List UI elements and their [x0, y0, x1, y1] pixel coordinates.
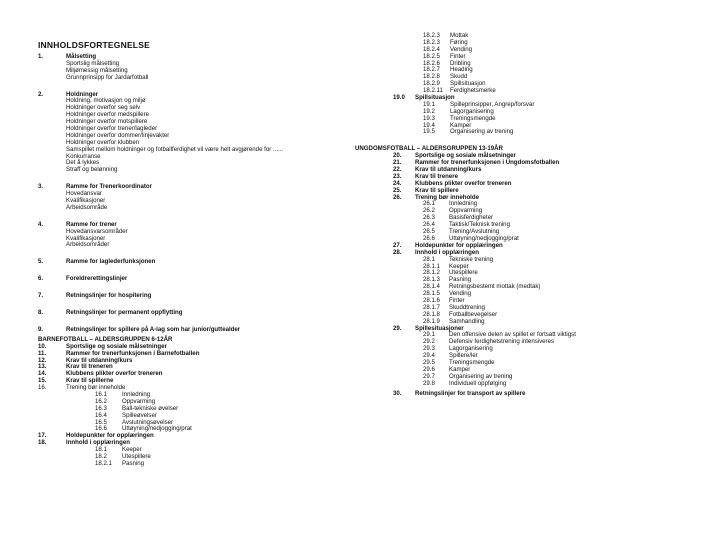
toc-entry [355, 270, 685, 277]
toc-entry [355, 391, 685, 398]
toc-left-column [38, 54, 368, 468]
toc-entry [355, 188, 685, 195]
toc-entry-title: Krav til spillerne [66, 377, 114, 385]
toc-entry [38, 420, 368, 427]
toc-entry-number: 29.5 [423, 358, 435, 366]
toc-entry-title: Innledning [122, 390, 151, 398]
toc-entry-number: 26.3 [423, 214, 435, 222]
toc-entry-title: Sportslig målsetting [66, 59, 120, 67]
toc-entry [355, 339, 685, 346]
toc-entry [355, 208, 685, 215]
toc-right-column [355, 33, 685, 397]
toc-entry-number: 21. [393, 159, 402, 167]
toc-entry-title: Holdepunkter for opplæringen [66, 432, 154, 440]
toc-entry-number: 18.2.3 [423, 32, 440, 39]
toc-entry-title: Utespillere [122, 452, 151, 460]
toc-entry [355, 284, 685, 291]
toc-entry-title: Spillere/ler [449, 352, 478, 360]
toc-entry [355, 174, 685, 181]
toc-entry-title: Retningslinjer for hospitering [66, 292, 152, 300]
toc-entry-title: Mottak [450, 32, 469, 39]
toc-entry [38, 461, 368, 468]
toc-entry-title: Pasning [449, 276, 472, 284]
toc-entry-number: 16.4 [95, 411, 107, 419]
toc-entry-title: Retningsbestemt mottak (medtak) [449, 283, 541, 291]
toc-entry [355, 305, 685, 312]
toc-entry [355, 353, 685, 360]
toc-entry-title: Trening bør inneholde [415, 193, 479, 201]
toc-entry-number: 26.5 [423, 228, 435, 236]
toc-entry-title: Hovedansvar [66, 190, 102, 198]
toc-entry [355, 229, 685, 236]
toc-entry-number: 29.7 [423, 372, 435, 380]
toc-entry-title: Uttøyning/nedjogging/prat [449, 234, 519, 242]
toc-entry-number: 29.8 [423, 379, 435, 387]
toc-entry-title: Holdepunkter for opplæringen [415, 241, 503, 249]
toc-entry-title: Konkurranse [66, 152, 101, 160]
toc-entry-number: 28.1.2 [423, 269, 440, 277]
toc-entry-number: 16.5 [95, 418, 107, 426]
toc-title: INNHOLDSFORTEGNELSE [38, 40, 150, 50]
toc-entry-title: Krav til utdanning/kurs [66, 356, 133, 364]
toc-entry-title: Oppvarming [449, 207, 483, 215]
toc-entry-number: 28.1.1 [423, 262, 440, 270]
toc-entry-title: Ramme for trener [66, 220, 117, 228]
toc-entry [38, 406, 368, 413]
toc-entry-title: Utespillere [449, 269, 478, 277]
toc-entry [355, 129, 685, 136]
toc-entry-number: 29. [393, 324, 402, 332]
toc-entry-number: 28.1.5 [423, 290, 440, 298]
toc-entry [355, 250, 685, 257]
toc-entry-number: 20. [393, 152, 402, 160]
toc-entry-number: 22. [393, 166, 402, 174]
toc-entry-number: 19.2 [423, 107, 435, 115]
toc-entry-title: Kamper [449, 365, 471, 373]
toc-entry [38, 454, 368, 461]
toc-entry-title: Føring [450, 38, 468, 46]
toc-entry [38, 399, 368, 406]
toc-entry [355, 116, 685, 123]
toc-entry-title: Vending [449, 290, 472, 298]
toc-entry-title: Treningsmengde [450, 114, 496, 122]
toc-entry-title: Holdninger overfor medspillere [66, 111, 149, 119]
toc-entry-number: 19.5 [423, 128, 435, 136]
toc-entry-number: 28.1.7 [423, 303, 440, 311]
toc-entry-number: 16.2 [95, 397, 107, 405]
toc-entry-title: Trening/Avslutning [449, 228, 500, 236]
toc-entry-title: Taktisk/Teknisk trening [449, 221, 510, 229]
toc-entry-number: 29.2 [423, 338, 435, 346]
toc-entry-title: Treningsmengde [449, 358, 495, 366]
toc-entry [355, 257, 685, 264]
toc-entry-title: Innhold i opplæringen [66, 439, 130, 447]
toc-entry-title: Ball-tekniske øvelser [122, 404, 179, 412]
toc-entry-title: Miljømessig målsetting [66, 66, 128, 74]
toc-entry-title: Lagorganisering [450, 107, 494, 115]
toc-entry-number: 2. [38, 90, 44, 98]
toc-entry-title: Innledning [449, 200, 478, 208]
toc-entry [38, 413, 368, 420]
toc-entry-number: 4. [38, 220, 44, 228]
toc-entry-number: 16.6 [95, 425, 107, 433]
toc-entry [355, 381, 685, 388]
toc-entry-number: 28.1.9 [423, 317, 440, 325]
toc-entry [38, 392, 368, 399]
toc-entry [355, 360, 685, 367]
toc-entry-number: 1. [38, 53, 44, 60]
toc-entry-title: Krav til spillere [415, 186, 459, 194]
toc-entry-title: Organisering av trening [450, 128, 514, 136]
toc-entry-number: 26.2 [423, 207, 435, 215]
toc-entry [38, 167, 368, 174]
toc-entry-title: Defensiv ferdighetstrening intensiveres [449, 338, 555, 346]
toc-entry [355, 33, 685, 40]
toc-entry-number: 18. [38, 439, 47, 447]
toc-entry-number: 26.6 [423, 234, 435, 242]
toc-entry [38, 385, 368, 392]
toc-entry-title: Holdninger [66, 90, 99, 98]
toc-entry-number: 13. [38, 363, 47, 371]
toc-entry-number: 24. [393, 179, 402, 187]
toc-entry-number: 14. [38, 370, 47, 378]
toc-entry-title: Keeper [449, 262, 469, 270]
toc-entry-number: 27. [393, 241, 402, 249]
toc-entry-number: 17. [38, 432, 47, 440]
toc-entry-number: 18.2.7 [423, 66, 440, 74]
toc-entry-number: 3. [38, 183, 44, 191]
toc-entry [355, 291, 685, 298]
toc-entry [355, 109, 685, 116]
toc-entry-title: Hovedansvarsområder [66, 227, 128, 235]
toc-entry-title: Grunnprinsipp for Jardarfotball [66, 73, 149, 81]
toc-entry-title: Retningslinjer for transport av spillere [415, 389, 526, 397]
toc-entry [355, 215, 685, 222]
toc-entry [355, 146, 685, 153]
toc-entry-title: Kamper [450, 121, 472, 129]
toc-entry-number: 29.3 [423, 345, 435, 353]
toc-entry-number: 18.2.5 [423, 52, 440, 60]
toc-entry-title: Kvalifikasjoner [66, 234, 106, 242]
toc-entry-number: 16.3 [95, 404, 107, 412]
toc-entry-number: 28.1.3 [423, 276, 440, 284]
toc-entry [38, 310, 368, 317]
toc-entry-title: Organisering av trening [449, 372, 513, 380]
toc-entry-title: Retningslinjer for permanent oppflytting [66, 309, 183, 317]
toc-entry [355, 374, 685, 381]
toc-entry [38, 447, 368, 454]
toc-entry [355, 167, 685, 174]
toc-entry-number: 18.2.4 [423, 45, 440, 53]
toc-entry-title: Innhold i opplæringen [415, 248, 479, 256]
toc-entry-title: Rammer for trenerfunksjonen i Ungdomsfotballen [415, 159, 560, 167]
toc-entry-title: Pasning [122, 459, 145, 467]
toc-entry-title: Holdninger overfor seg selv [66, 104, 141, 112]
toc-entry-number: 29.6 [423, 365, 435, 373]
toc-entry-number: 26.4 [423, 221, 435, 229]
toc-entry-title: Keeper [122, 446, 142, 454]
toc-entry-number: 28. [393, 248, 402, 256]
toc-entry-title: Foreldrerettingslinjer [66, 275, 128, 283]
toc-entry-number: 11. [38, 349, 47, 357]
toc-entry-title: Holdninger overfor motspillere [66, 118, 148, 126]
toc-entry-number: 18.2.8 [423, 73, 440, 81]
toc-entry-title: Dribling [450, 59, 471, 67]
toc-entry-title: Krav til trenere [415, 172, 459, 180]
toc-entry-title: Spilleprinsipper, Angrep/forsvar [450, 100, 535, 108]
toc-entry-title: Vending [450, 45, 473, 53]
toc-entry-number: 28.1 [423, 255, 435, 263]
toc-entry-number: 18.2.1 [95, 459, 112, 467]
toc-entry-title: Den offensive delen av spillet er fortsatt viktigst [449, 331, 576, 339]
toc-entry-number: 18.2.9 [423, 80, 440, 88]
toc-entry [355, 102, 685, 109]
toc-entry-number: 7. [38, 292, 44, 300]
toc-entry-title: Finter [449, 296, 465, 304]
toc-entry-title: Samhandling [449, 317, 485, 325]
toc-entry-title: Sportslige og sosiale målsetninger [66, 342, 167, 350]
toc-entry-title: Krav til utdanning/kurs [415, 166, 482, 174]
toc-section-heading: BARNEFOTBALL – ALDERSGRUPPEN 6-12ÅR [38, 335, 173, 343]
toc-entry-title: Lagorganisering [449, 345, 493, 353]
toc-entry-number: 23. [393, 172, 402, 180]
toc-entry-title: Kvalifikasjoner [66, 197, 106, 205]
toc-entry-number: 10. [38, 342, 47, 350]
toc-entry-title: Retningslinjer for spillere på A-lag som har junior/guttealder [66, 325, 241, 333]
toc-entry-title: Avslutningsøvelser [122, 418, 174, 426]
toc-entry-title: Skudd [450, 73, 468, 81]
toc-entry-number: 18.2 [95, 452, 107, 460]
toc-entry-title: Holdninger overfor klubben [66, 138, 140, 146]
toc-entry [355, 195, 685, 202]
toc-entry-title: Ramme for laglederfunksjonen [66, 258, 156, 266]
toc-entry [355, 123, 685, 130]
toc-entry-number: 18.1 [95, 446, 107, 454]
toc-entry [38, 440, 368, 447]
toc-entry-number: 5. [38, 258, 44, 266]
toc-entry [355, 61, 685, 68]
toc-entry [355, 67, 685, 74]
toc-entry-title: Tekniske trening [449, 255, 494, 263]
toc-entry [355, 47, 685, 54]
toc-entry-number: 19.1 [423, 100, 435, 108]
toc-entry [355, 264, 685, 271]
toc-entry [355, 222, 685, 229]
toc-entry-number: 18.2.6 [423, 59, 440, 67]
toc-entry [355, 243, 685, 250]
toc-entry-number: 26.1 [423, 200, 435, 208]
toc-entry-title: Sportslige og sosiale målsetninger [415, 152, 516, 160]
toc-entry-number: 18.2.11 [423, 87, 443, 95]
toc-entry-number: 12. [38, 356, 47, 364]
toc-entry-title: Spillesituasjoner [415, 324, 464, 332]
toc-entry-number: 29.4 [423, 352, 435, 360]
toc-entry-title: Arbeidsområde [66, 203, 108, 211]
toc-entry [355, 236, 685, 243]
toc-entry-number: 8. [38, 309, 44, 317]
toc-entry-title: Rammer for trenerfunksjonen i Barnefotballen [66, 349, 200, 357]
toc-entry-title: Oppvarming [122, 397, 156, 405]
toc-entry [38, 205, 368, 212]
toc-entry-number: 18.2.3 [423, 38, 440, 46]
toc-entry-number: 19.0 [393, 94, 405, 102]
toc-entry-number: 16.1 [95, 390, 107, 398]
toc-entry-title: Holdninger overfor dommer/linjevakter [66, 131, 170, 139]
toc-entry-title: Skuddtrening [449, 303, 485, 311]
toc-entry [355, 181, 685, 188]
toc-entry-number: 16. [38, 384, 47, 392]
toc-entry-number: 15. [38, 377, 47, 385]
toc-entry [38, 259, 368, 266]
toc-entry-title: Krav til treneren [66, 363, 113, 371]
toc-entry [38, 75, 368, 82]
toc-entry-title: Holdninger overfor trener/lagleder [66, 125, 158, 133]
toc-entry [355, 367, 685, 374]
toc-entry [355, 319, 685, 326]
toc-entry-title: Spillsituasjon [450, 80, 486, 88]
toc-entry [38, 327, 368, 334]
toc-entry-title: Finter [450, 52, 466, 60]
toc-entry [355, 298, 685, 305]
toc-entry [355, 54, 685, 61]
toc-entry-title: Trening bør inneholde [66, 384, 126, 392]
toc-entry-title: Klubbens plikter overfor treneren [66, 370, 163, 378]
toc-entry-number: 26. [393, 193, 402, 201]
toc-entry [355, 74, 685, 81]
toc-entry-number: 25. [393, 186, 402, 194]
toc-entry-title: Spilleøvelser [122, 411, 157, 419]
toc-entry-title: Samspillet mellom holdninger og fotballferdighet vil være helt avgjørende for ...... [66, 145, 284, 153]
toc-entry [355, 312, 685, 319]
toc-entry-number: 28.1.4 [423, 283, 440, 291]
toc-entry-number: 19.4 [423, 121, 435, 129]
toc-entry-title: Ferdighetsmerke [450, 87, 496, 95]
toc-entry [38, 293, 368, 300]
toc-entry [355, 81, 685, 88]
toc-entry [355, 160, 685, 167]
toc-entry-number: 28.1.6 [423, 296, 440, 304]
toc-entry-number: 9. [38, 325, 44, 333]
toc-entry-title: Ramme for Trenerkoordinator [66, 183, 153, 191]
toc-entry-number: 30. [393, 389, 402, 397]
toc-entry-title: Basisferdigheter [449, 214, 494, 222]
toc-entry-title: Straff og belønning [66, 166, 118, 174]
toc-entry [38, 276, 368, 283]
toc-entry [355, 201, 685, 208]
toc-entry-title: Spillsituasjon [415, 94, 455, 102]
toc-entry-title: Arbeidsområder [66, 241, 110, 249]
toc-entry [355, 346, 685, 353]
toc-entry-title: Individuell oppfølging [449, 379, 507, 387]
toc-entry [38, 242, 368, 249]
toc-entry-title: Uttøyning/nedjogging/prat [122, 425, 192, 433]
toc-entry-title: Fotballbevegelser [449, 310, 498, 318]
toc-entry-title: Målsetting [66, 53, 97, 60]
toc-entry-number: 29.1 [423, 331, 435, 339]
toc-entry-title: Det å lykkes [66, 159, 100, 167]
toc-entry-number: 6. [38, 275, 44, 283]
toc-entry-title: Holdning, motivasjon og miljø [66, 97, 146, 105]
toc-entry [355, 40, 685, 47]
toc-entry-number: 19.3 [423, 114, 435, 122]
toc-entry-title: Heading [450, 66, 473, 74]
toc-section-heading: UNGDOMSFOTBALL – ALDERSGRUPPEN 13-19ÅR [355, 145, 503, 153]
toc-entry-title: Klubbens plikter overfor treneren [415, 179, 512, 187]
toc-entry-number: 28.1.8 [423, 310, 440, 318]
